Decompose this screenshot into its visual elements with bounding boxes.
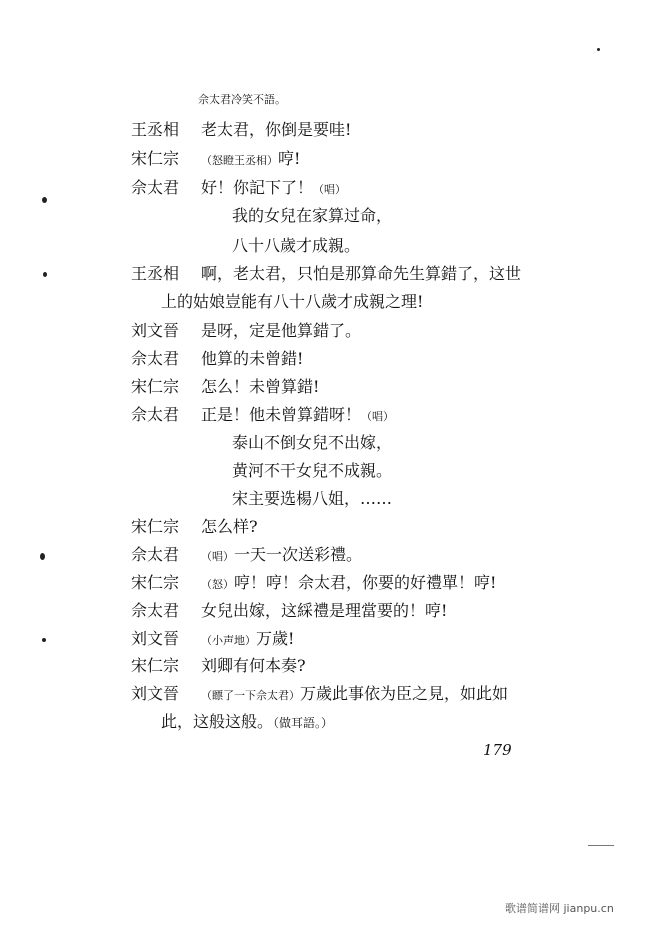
dialogue-line bbox=[131, 573, 496, 595]
dialogue-text: 刘卿有何本奏? bbox=[201, 656, 306, 675]
speaker-name: 宋仁宗 bbox=[131, 377, 180, 396]
dialogue-line bbox=[131, 684, 508, 706]
verse-text: 宋主要选楊八姐，…… bbox=[232, 489, 393, 508]
stage-direction: （做耳語。） bbox=[273, 716, 334, 730]
dialogue-line bbox=[131, 178, 346, 200]
verse-text: 我的女兒在家算过命， bbox=[232, 206, 393, 225]
dialogue-text: 是呀，定是他算錯了。 bbox=[201, 321, 362, 340]
verse-line bbox=[232, 236, 360, 256]
speaker-name: 宋仁宗 bbox=[131, 573, 180, 592]
dialogue-text: 老太君，你倒是要哇! bbox=[201, 120, 352, 139]
dialogue-line bbox=[131, 545, 362, 567]
continuation-line bbox=[161, 712, 333, 733]
dialogue-line bbox=[131, 517, 258, 537]
dialogue-text: 万歲! bbox=[256, 629, 295, 648]
verse-line bbox=[232, 433, 392, 453]
scan-speck bbox=[42, 197, 47, 203]
dialogue-text: 他算的未曾錯! bbox=[201, 349, 304, 368]
dialogue-text: 怎么样? bbox=[201, 517, 258, 536]
stage-note: （唱） bbox=[201, 550, 234, 563]
watermark: 歌谱简谱网 jianpu.cn bbox=[505, 902, 614, 915]
speaker-name: 刘文晉 bbox=[131, 684, 180, 703]
scan-speck bbox=[43, 272, 47, 277]
speaker-name: 佘太君 bbox=[131, 405, 180, 424]
speaker-name: 佘太君 bbox=[131, 178, 180, 197]
speaker-name: 佘太君 bbox=[131, 601, 180, 620]
dialogue-line bbox=[131, 149, 300, 171]
continuation-text: 此，这般这般。 bbox=[161, 712, 274, 731]
dialogue-line bbox=[131, 629, 294, 651]
verse-line bbox=[232, 206, 392, 226]
stage-note: （唱） bbox=[313, 183, 347, 196]
speaker-name: 刘文晉 bbox=[131, 629, 180, 648]
stage-note: （怒瞪王丞相） bbox=[201, 154, 278, 167]
verse-line bbox=[232, 489, 392, 509]
dialogue-text: 哼！哼！佘太君，你要的好禮單！哼! bbox=[234, 573, 497, 592]
stage-direction: 佘太君冷笑不語。 bbox=[198, 93, 286, 106]
speaker-name: 宋仁宗 bbox=[131, 656, 180, 675]
continuation-text: 上的姑娘豈能有八十八歲才成親之理! bbox=[161, 292, 424, 311]
page-number: 179 bbox=[483, 741, 512, 759]
dialogue-text: 啊，老太君，只怕是那算命先生算錯了，这世 bbox=[201, 264, 522, 283]
dialogue-line bbox=[131, 349, 303, 369]
scan-dash bbox=[588, 845, 614, 846]
dialogue-line bbox=[131, 120, 351, 140]
dialogue-line bbox=[131, 656, 306, 676]
stage-note: （唱） bbox=[361, 410, 395, 423]
stage-note: （瞟了一下佘太君） bbox=[201, 689, 300, 702]
dialogue-text: 万歲此事依为臣之見，如此如 bbox=[300, 684, 509, 703]
verse-text: 黄河不干女兒不成親。 bbox=[232, 461, 393, 480]
speaker-name: 佘太君 bbox=[131, 545, 180, 564]
dialogue-line bbox=[131, 321, 361, 341]
scan-speck bbox=[40, 553, 45, 560]
speaker-name: 王丞相 bbox=[131, 120, 180, 139]
dialogue-text: 哼! bbox=[278, 149, 301, 168]
dialogue-line bbox=[131, 405, 394, 427]
verse-text: 八十八歲才成親。 bbox=[232, 236, 361, 255]
dialogue-text: 好！你記下了！ bbox=[201, 178, 314, 197]
stage-note: （怒） bbox=[201, 578, 234, 591]
stage-note: （小声地） bbox=[201, 634, 256, 647]
dialogue-text: 怎么！未曾算錯! bbox=[201, 377, 320, 396]
dialogue-text: 一天一次送彩禮。 bbox=[234, 545, 363, 564]
scan-speck bbox=[597, 48, 600, 51]
speaker-name: 刘文晉 bbox=[131, 321, 180, 340]
verse-text: 泰山不倒女兒不出嫁， bbox=[232, 433, 393, 452]
dialogue-line bbox=[131, 377, 319, 397]
speaker-name: 宋仁宗 bbox=[131, 517, 180, 536]
dialogue-line bbox=[131, 601, 447, 621]
dialogue-text: 女兒出嫁，这綵禮是理當要的！哼! bbox=[201, 601, 448, 620]
speaker-name: 宋仁宗 bbox=[131, 149, 180, 168]
scan-speck bbox=[42, 638, 46, 642]
verse-line bbox=[232, 461, 392, 481]
speaker-name: 佘太君 bbox=[131, 349, 180, 368]
dialogue-line bbox=[131, 264, 521, 284]
speaker-name: 王丞相 bbox=[131, 264, 180, 283]
continuation-line bbox=[161, 292, 423, 312]
stage-direction-line bbox=[198, 88, 286, 110]
dialogue-text: 正是！他未曾算錯呀！ bbox=[201, 405, 362, 424]
